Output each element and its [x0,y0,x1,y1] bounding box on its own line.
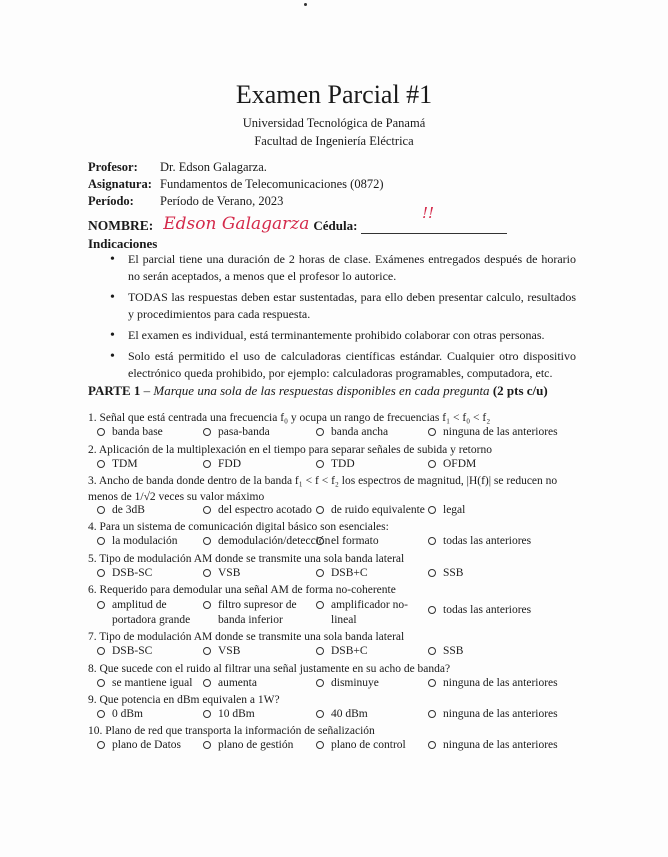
answer-option-label: legal [443,504,466,516]
radio-circle-icon[interactable] [203,741,211,749]
parte-label: PARTE 1 [88,383,141,398]
radio-circle-icon[interactable] [428,647,436,655]
answer-option[interactable] [203,503,312,518]
radio-circle-icon[interactable] [97,647,105,655]
answer-option-label: ninguna de las anteriores [443,426,558,438]
answer-option-label: plano de gestión [218,739,294,751]
answer-option[interactable] [316,598,427,628]
answer-option[interactable] [203,425,270,440]
radio-circle-icon[interactable] [428,710,436,718]
cedula-label: Cédula: [313,218,358,233]
answer-option[interactable] [316,457,355,472]
question-text: 2. Aplicación de la multiplexación en el tiempo para separar señales de subida y retorno [88,444,492,456]
radio-circle-icon[interactable] [428,460,436,468]
answer-option[interactable] [203,598,314,628]
answer-option[interactable] [428,566,463,581]
radio-circle-icon[interactable] [97,428,105,436]
answer-option[interactable] [203,566,240,581]
radio-circle-icon[interactable] [203,710,211,718]
question-text: 9. Que potencia en dBm equivalen a 1W? [88,694,280,706]
meta-label: Asignatura: [88,177,152,191]
radio-circle-icon[interactable] [97,710,105,718]
radio-circle-icon[interactable] [316,601,324,609]
answer-option[interactable] [97,738,181,753]
radio-circle-icon[interactable] [316,537,324,545]
answer-option[interactable] [316,707,368,722]
radio-circle-icon[interactable] [428,569,436,577]
radio-circle-icon[interactable] [203,569,211,577]
question-text: 10. Plano de red que transporta la información de señalización [88,725,375,737]
answer-option[interactable] [316,566,368,581]
answer-option[interactable] [316,644,368,659]
radio-circle-icon[interactable] [316,710,324,718]
answer-option-label: banda base [112,426,163,438]
answer-option[interactable] [97,598,208,628]
answer-option-label: OFDM [443,458,477,470]
radio-circle-icon[interactable] [428,428,436,436]
indicacion-item: • El parcial tiene una duración de 2 horas de clase. Exámenes entregados después de horario no serán aceptados, a menos que el profesor lo autorice. [110,251,576,285]
radio-circle-icon[interactable] [97,506,105,514]
faculty-name: Facultad de Ingeniería Eléctrica [254,134,414,148]
answer-option[interactable] [428,503,465,518]
answer-option[interactable] [97,676,192,691]
indicacion-item: • El examen es individual, está terminantemente prohibido colaborar con otras personas. [110,327,576,344]
radio-circle-icon[interactable] [97,679,105,687]
answer-option-label: DSB+C [331,645,368,657]
radio-circle-icon[interactable] [203,647,211,655]
answer-option-label: DSB-SC [112,645,153,657]
answer-option[interactable] [203,457,241,472]
answer-option[interactable] [316,534,379,549]
answer-option-label: FDD [218,458,242,470]
answer-option-label: todas las anteriores [443,535,532,547]
indicaciones-list [110,251,576,386]
answer-option-label: ninguna de las anteriores [443,677,558,689]
answer-option[interactable] [203,738,293,753]
meta-value: Fundamentos de Telecomunicaciones (0872) [160,177,384,191]
question-text: 5. Tipo de modulación AM donde se transmite una sola banda lateral [88,553,405,565]
answer-option-label: ninguna de las anteriores [443,739,558,751]
radio-circle-icon[interactable] [203,506,211,514]
question-text: 8. Que sucede con el ruido al filtrar una señal justamente en su acho de banda? [88,663,451,675]
name-field-row [88,214,507,234]
meta-periodo [88,194,283,209]
meta-value: Período de Verano, 2023 [160,194,284,208]
radio-circle-icon[interactable] [97,537,105,545]
answer-option[interactable] [97,644,152,659]
radio-circle-icon[interactable] [428,537,436,545]
indicacion-item: • Solo está permitido el uso de calculadoras científicas estándar. Cualquier otro dispositivo electrónico queda prohibido, por ejemplo: calculadoras programables, computadora, etc. [110,348,576,382]
answer-option-label: se mantiene igual [112,677,193,689]
meta-asignatura [88,177,384,192]
answer-option[interactable] [428,644,463,659]
answer-option-label: DSB-SC [112,567,153,579]
question-text: 4. Para un sistema de comunicación digital básico son esenciales: [88,521,389,533]
meta-label: Profesor: [88,160,138,174]
radio-circle-icon[interactable] [203,601,211,609]
answer-option-label: el formato [331,535,379,547]
radio-circle-icon[interactable] [316,647,324,655]
answer-option-label: todas las anteriores [443,604,532,616]
radio-circle-icon[interactable] [203,460,211,468]
university-name: Universidad Tecnológica de Panamá [242,116,426,130]
question-text: 1. Señal que está centrada una frecuencia f₀ y ocupa un rango de frecuencias f₁ < f₀ < f₂ [88,412,491,424]
answer-option-label: disminuye [331,677,379,689]
answer-option[interactable] [97,566,152,581]
radio-circle-icon[interactable] [316,679,324,687]
answer-option-label: DSB+C [331,567,368,579]
radio-circle-icon[interactable] [316,428,324,436]
exam-title: Examen Parcial #1 [235,80,433,109]
answer-option[interactable] [97,534,177,549]
radio-circle-icon[interactable] [428,606,436,614]
answer-option-label: la modulación [112,535,178,547]
answer-option[interactable] [428,707,558,722]
answer-option[interactable] [428,676,558,691]
answer-option-label: SSB [443,645,464,657]
answer-option[interactable] [428,738,558,753]
answer-option-label: aumenta [218,677,257,689]
answer-option[interactable] [97,457,138,472]
name-label: NOMBRE: [88,218,154,233]
answer-option[interactable] [428,603,531,618]
answer-option-label: plano de control [331,739,406,751]
answer-option-label: de ruido equivalente [331,504,425,516]
answer-option-label: amplitud de portadora grande [112,599,191,626]
question-text: 3. Ancho de banda donde dentro de la banda f₁ < f < f₂ los espectros de magnitud, |H(f)| se reducen no menos de 1/√2 veces su valor máximo [88,475,558,503]
radio-circle-icon[interactable] [428,741,436,749]
meta-profesor [88,160,267,175]
parte-heading [88,383,548,399]
answer-option[interactable] [203,707,255,722]
radio-circle-icon[interactable] [316,741,324,749]
question-text: 7. Tipo de modulación AM donde se transmite una sola banda lateral [88,631,405,643]
answer-option-label: de 3dB [112,504,145,516]
question-text: 6. Requerido para demodular una señal AM de forma no-coherente [88,584,396,596]
cedula-input-line[interactable] [361,233,507,234]
answer-option-label: plano de Datos [112,739,181,751]
answer-option-label: ninguna de las anteriores [443,708,558,720]
scan-speck [304,3,307,6]
parte-dash: – [140,383,154,398]
answer-option-label: 10 dBm [218,708,255,720]
answer-option[interactable] [97,503,145,518]
answer-option[interactable] [97,707,143,722]
radio-circle-icon[interactable] [428,679,436,687]
answer-option-label: demodulación/detección [218,535,331,547]
indicacion-item: • TODAS las respuestas deben estar sustentadas, para ello deben presentar calculo, resultados y procedimientos para cada respuesta. [110,289,576,323]
radio-circle-icon[interactable] [203,537,211,545]
answer-option-label: TDM [112,458,138,470]
radio-circle-icon[interactable] [97,460,105,468]
answer-option-label: VSB [218,567,241,579]
answer-option-label: 0 dBm [112,708,143,720]
answer-option[interactable] [428,425,558,440]
answer-option[interactable] [428,534,531,549]
radio-circle-icon[interactable] [97,601,105,609]
answer-option-label: del espectro acotado [218,504,312,516]
radio-circle-icon[interactable] [97,569,105,577]
answer-option[interactable] [203,676,257,691]
meta-label: Período: [88,194,134,208]
meta-value: Dr. Edson Galagarza. [160,160,267,174]
answer-option[interactable] [316,503,425,518]
answer-option[interactable] [203,644,240,659]
radio-circle-icon[interactable] [316,569,324,577]
answer-option-label: 40 dBm [331,708,368,720]
answer-option-label: pasa-banda [218,426,270,438]
answer-option[interactable] [316,425,388,440]
cedula-handwritten-mark: !! [422,204,435,222]
answer-option-label: VSB [218,645,241,657]
radio-circle-icon[interactable] [203,679,211,687]
answer-option[interactable] [203,534,330,549]
parte-points: (2 pts c/u) [492,383,548,398]
parte-instruction: Marque una sola de las respuestas disponibles en cada pregunta [153,383,490,398]
answer-option-label: TDD [331,458,355,470]
radio-circle-icon[interactable] [203,428,211,436]
indicaciones-title: Indicaciones [88,236,158,251]
answer-option-label: SSB [443,567,464,579]
answer-option[interactable] [97,425,163,440]
answer-option[interactable] [428,457,476,472]
radio-circle-icon[interactable] [97,741,105,749]
answer-option[interactable] [316,676,379,691]
handwritten-name[interactable]: Edson Galagarza [163,214,310,234]
answer-option-label: filtro supresor de banda inferior [218,599,297,626]
radio-circle-icon[interactable] [428,506,436,514]
answer-option-label: amplificador no-lineal [331,599,408,626]
answer-option[interactable] [316,738,406,753]
radio-circle-icon[interactable] [316,460,324,468]
answer-option-label: banda ancha [331,426,389,438]
radio-circle-icon[interactable] [316,506,324,514]
